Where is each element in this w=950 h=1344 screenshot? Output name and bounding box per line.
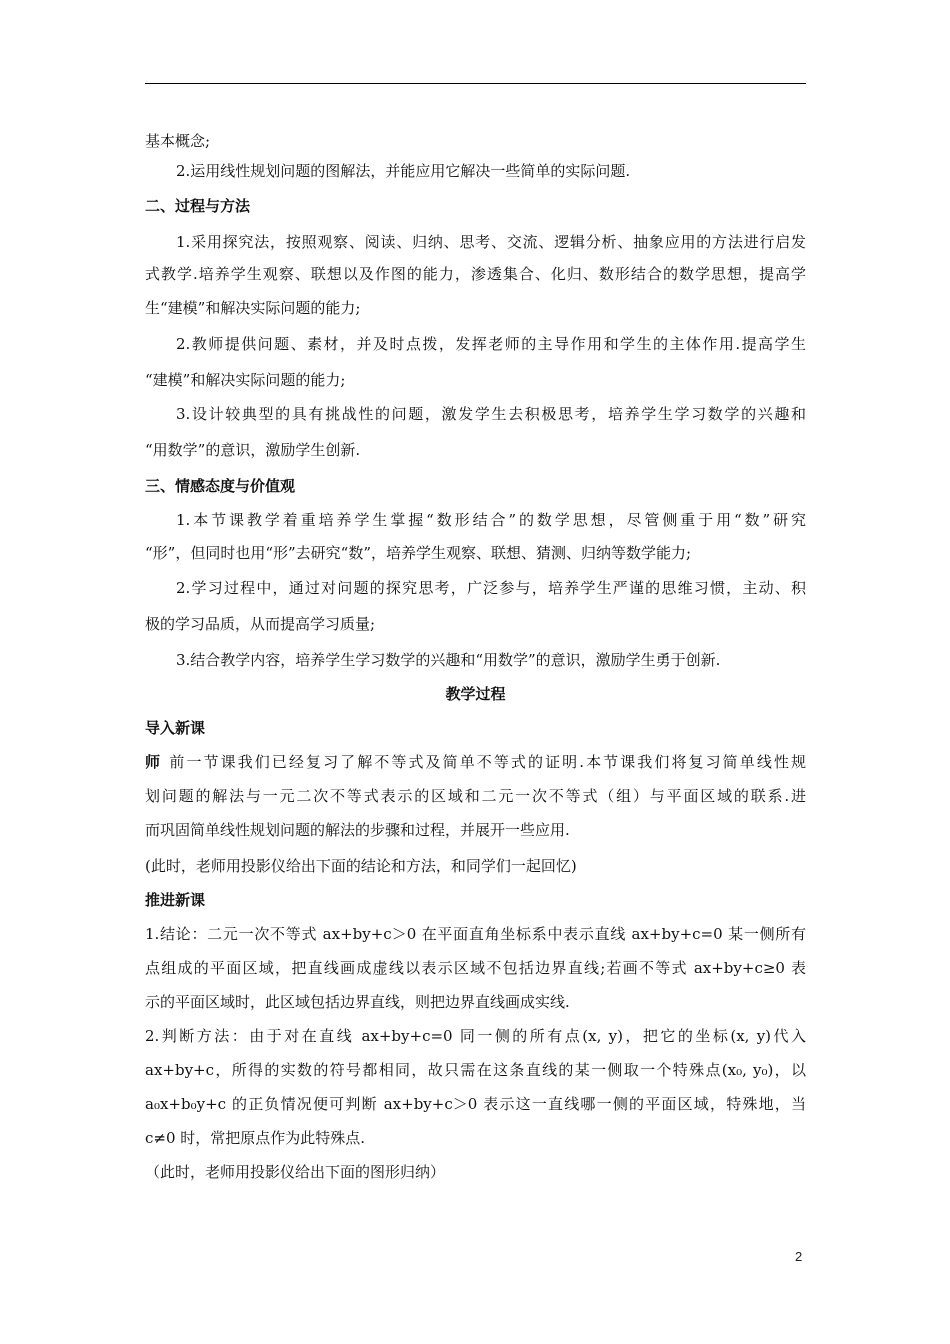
line-text: 1.本节课教学着重培养学生掌握“数形结合”的数学思想，尽管侧重于用“数”研究	[176, 511, 806, 529]
line-text: 而巩固简单线性规划问题的解法的步骤和过程，并展开一些应用.	[145, 821, 570, 839]
text-line	[145, 1162, 806, 1182]
section-heading	[145, 684, 806, 704]
line-text: 2.判断方法：由于对在直线 ax+by+c=0 同一侧的所有点(x, y)，把它的坐标(x, y)代入	[145, 1027, 806, 1045]
line-text: 划问题的解法与一元二次不等式表示的区域和二元一次不等式（组）与平面区域的联系.进	[145, 787, 806, 805]
section-heading	[145, 718, 806, 738]
line-text: 教学过程	[445, 685, 506, 703]
text-line	[145, 1026, 806, 1046]
line-text: 3.结合教学内容，培养学生学习数学的兴趣和“用数学”的意识，激励学生勇于创新.	[176, 651, 721, 669]
page-number: 2	[795, 1249, 803, 1264]
text-line	[145, 856, 806, 876]
line-text: （此时，老师用投影仪给出下面的图形归纳）	[145, 1163, 446, 1181]
text-line	[176, 650, 806, 670]
line-text: “建模”和解决实际问题的能力;	[145, 371, 346, 389]
line-text: (此时，老师用投影仪给出下面的结论和方法，和同学们一起回忆)	[145, 857, 577, 875]
line-text: 二、过程与方法	[145, 197, 251, 215]
text-line	[145, 264, 806, 284]
line-text: 2.学习过程中，通过对问题的探究思考，广泛参与，培养学生严谨的思维习惯，主动、积	[176, 579, 806, 597]
line-text: 式教学.培养学生观察、联想以及作图的能力，渗透集合、化归、数形结合的数学思想，提高学	[145, 265, 806, 283]
line-text: “用数学”的意识，激励学生创新.	[145, 441, 361, 459]
line-text: 1.结论：二元一次不等式 ax+by+c＞0 在平面直角坐标系中表示直线 ax+by+c=0 某一侧所有	[145, 925, 806, 943]
line-text: 1.采用探究法，按照观察、阅读、归纳、思考、交流、逻辑分析、抽象应用的方法进行启发	[176, 233, 806, 251]
text-line	[176, 232, 806, 252]
speaker-label: 师	[145, 753, 170, 771]
line-text: 2.教师提供问题、素材，并及时点拨，发挥老师的主导作用和学生的主体作用.提高学生	[176, 335, 806, 353]
text-line	[176, 161, 806, 181]
text-line	[145, 1094, 806, 1114]
text-line	[145, 752, 806, 772]
line-text: a₀x+b₀y+c 的正负情况便可判断 ax+by+c＞0 表示这一直线哪一侧的平面区域，特殊地，当	[145, 1095, 806, 1113]
text-line	[145, 131, 806, 151]
text-line	[145, 543, 806, 563]
text-line	[145, 440, 806, 460]
text-line	[145, 786, 806, 806]
text-line	[145, 992, 806, 1012]
line-text: “形”，但同时也用“形”去研究“数”，培养学生观察、联想、猜测、归纳等数学能力;	[145, 544, 692, 562]
text-line	[145, 1128, 806, 1148]
header-rule	[145, 83, 806, 84]
section-heading	[145, 890, 806, 910]
line-text: 3.设计较典型的具有挑战性的问题，激发学生去积极思考，培养学生学习数学的兴趣和	[176, 405, 806, 423]
line-text: 三、情感态度与价值观	[145, 477, 296, 495]
line-text: 生“建模”和解决实际问题的能力;	[145, 299, 361, 317]
line-text: 推进新课	[145, 891, 206, 909]
text-line	[145, 924, 806, 944]
line-text: 前一节课我们已经复习了解不等式及简单不等式的证明.本节课我们将复习简单线性规	[169, 753, 806, 771]
text-line	[145, 958, 806, 978]
line-text: c≠0 时，常把原点作为此特殊点.	[145, 1129, 366, 1147]
text-line	[145, 370, 806, 390]
line-text: ax+by+c，所得的实数的符号都相同，故只需在这条直线的某一侧取一个特殊点(x₀, y₀)，以	[145, 1061, 806, 1079]
line-text: 极的学习品质，从而提高学习质量;	[145, 615, 376, 633]
text-line	[145, 614, 806, 634]
line-text: 导入新课	[145, 719, 206, 737]
text-line	[176, 510, 806, 530]
text-line	[145, 820, 806, 840]
section-heading	[145, 196, 806, 216]
section-heading	[145, 476, 806, 496]
text-line	[176, 404, 806, 424]
text-line	[145, 298, 806, 318]
line-text: 点组成的平面区域，把直线画成虚线以表示区域不包括边界直线;若画不等式 ax+by+c≥0 表	[145, 959, 806, 977]
line-text: 基本概念;	[145, 132, 211, 150]
text-line	[176, 334, 806, 354]
text-line	[176, 578, 806, 598]
line-text: 2.运用线性规划问题的图解法，并能应用它解决一些简单的实际问题.	[176, 162, 631, 180]
text-line	[145, 1060, 806, 1080]
line-text: 示的平面区域时，此区域包括边界直线，则把边界直线画成实线.	[145, 993, 570, 1011]
